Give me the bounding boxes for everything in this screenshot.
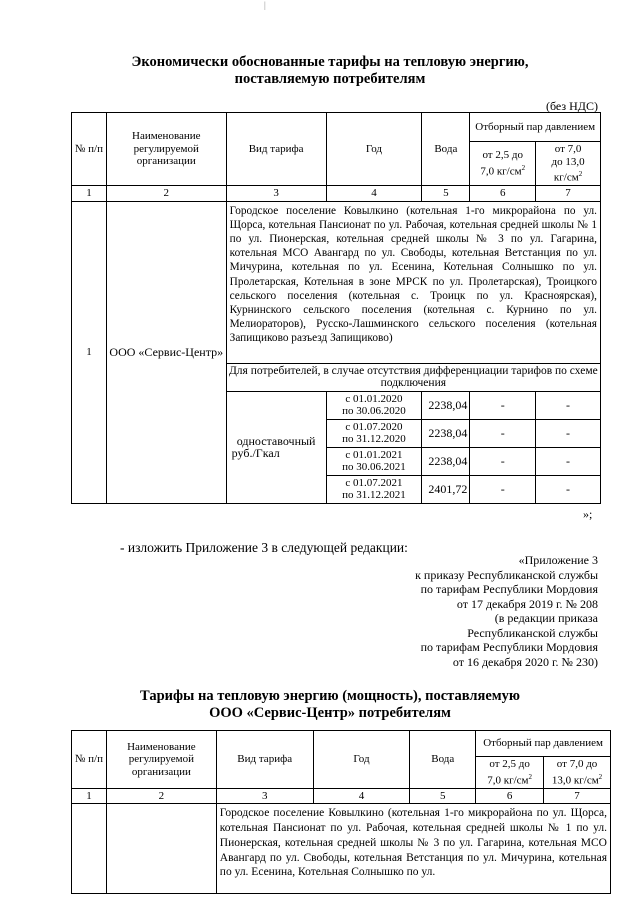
period-cell: [326, 391, 422, 419]
period-from: с 01.07.2020: [345, 420, 403, 433]
header-steam-1-sup: 2: [528, 772, 533, 781]
period-to: по 30.06.2021: [342, 461, 406, 474]
header-steam-1-line2: [478, 771, 541, 787]
header-steam-2-sup: 2: [598, 772, 603, 781]
tariff-type-line1: одноставочный: [236, 433, 316, 448]
header-steam-2-line1: от 7,0: [554, 143, 582, 155]
col-number: 3: [226, 186, 326, 202]
header-steam-1: [476, 757, 544, 789]
header-num: № п/п: [72, 731, 107, 789]
table1-title-line2: поставляемую потребителям: [234, 71, 426, 87]
col-number: 2: [106, 186, 226, 202]
water-value: 2238,04: [422, 391, 470, 419]
steam2-value: -: [536, 475, 601, 503]
tariff-table-1: [71, 112, 601, 504]
steam1-value: -: [470, 447, 536, 475]
steam2-value: -: [536, 447, 601, 475]
header-steam-2: [544, 757, 611, 789]
header-steam-1-sup: 2: [521, 163, 526, 172]
tariff-type: [226, 391, 326, 503]
table1-title: [60, 54, 600, 88]
period-from: с 01.01.2020: [345, 392, 403, 405]
header-steam-2-line2: до 13,0: [551, 155, 585, 168]
header-steam: Отборный пар давлением: [470, 113, 601, 142]
table2-title-line2: ООО «Сервис-Центр» потребителям: [209, 705, 451, 721]
header-steam-1-unit: 7,0 кг/см: [480, 165, 522, 178]
water-value: 2238,04: [422, 447, 470, 475]
boiler-description: Городское поселение Ковылкино (котельная 1-го микрорайона по ул. Щорса, котельная Пансионат по ул. Рабочая, котельная средней школы № 1 по ул. Пионерская, котельная средней школы № 3 по ул. Гагарина, котельная МСО Авангард по ул. Свободы, котельная Ветстанция по ул. Мичурина, котельная по ул. Есенина, Котельная Солнышко по ул.: [216, 804, 610, 894]
header-steam-2-line3: [538, 168, 598, 184]
appendix-line: от 16 декабря 2020 г. № 230): [452, 654, 598, 669]
col-number: 1: [72, 788, 107, 804]
vat-note: (без НДС): [545, 99, 598, 113]
appendix-line: от 17 декабря 2019 г. № 208: [456, 596, 598, 611]
header-year: Год: [313, 731, 410, 789]
header-tariff: Вид тарифа: [226, 113, 326, 186]
appendix-line: «Приложение 3: [518, 553, 598, 567]
col-number: 2: [106, 788, 216, 804]
period-to: по 31.12.2020: [342, 433, 406, 446]
period-to: по 31.12.2021: [342, 489, 406, 502]
period-cell: [326, 447, 422, 475]
header-steam-2: [536, 142, 601, 186]
header-tariff: Вид тарифа: [216, 731, 313, 789]
header-water: Вода: [410, 731, 476, 789]
col-number: 1: [72, 186, 107, 202]
header-steam-2-line1: от 7,0 до: [556, 758, 598, 770]
header-steam-1: [470, 142, 536, 186]
header-steam-2-sup: 2: [578, 170, 583, 178]
appendix-line: по тарифам Республики Мордовия: [420, 640, 598, 654]
col-number: 4: [313, 788, 410, 804]
tariff-type-line2: руб./Гкал: [231, 446, 280, 461]
col-number: 7: [544, 788, 611, 804]
edit-instruction: - изложить Приложение 3 в следующей редакции:: [120, 540, 408, 555]
header-year: Год: [326, 113, 422, 186]
col-number: 6: [476, 788, 544, 804]
header-steam-2-line2: [546, 771, 608, 787]
header-steam-1-line1: от 2,5 до: [489, 758, 530, 770]
organization-name: [106, 804, 216, 894]
period-from: с 01.07.2021: [345, 476, 403, 489]
appendix-line: по тарифам Республики Мордовия: [420, 582, 598, 596]
steam1-value: -: [470, 391, 536, 419]
header-org: Наименование регулируемой организации: [106, 113, 226, 186]
steam1-value: -: [470, 475, 536, 503]
table2-title: [60, 688, 600, 722]
header-org: Наименование регулируемой организации: [106, 731, 216, 789]
tariff-table-2: [71, 730, 611, 894]
header-steam-1-line1: от 2,5 до: [482, 149, 523, 162]
header-water: Вода: [422, 113, 470, 186]
period-to: по 30.06.2020: [342, 405, 406, 418]
steam2-value: -: [536, 419, 601, 447]
period-from: с 01.01.2021: [345, 448, 403, 461]
header-steam: Отборный пар давлением: [476, 731, 611, 757]
header-steam-2-unit: 13,0 кг/см: [551, 774, 599, 787]
table1-title-line1: Экономически обоснованные тарифы на тепловую энергию,: [131, 54, 529, 70]
scan-mark: |: [264, 0, 266, 10]
closing-quote: »;: [583, 507, 593, 521]
water-value: 2238,04: [422, 419, 470, 447]
steam2-value: -: [536, 391, 601, 419]
period-cell: [326, 475, 422, 503]
row-number: [72, 804, 107, 894]
steam1-value: -: [470, 419, 536, 447]
col-number: 5: [410, 788, 476, 804]
table2-title-line1: Тарифы на тепловую энергию (мощность), поставляемую: [140, 688, 520, 704]
period-cell: [326, 419, 422, 447]
header-num: № п/п: [72, 113, 107, 186]
appendix-block: [330, 553, 598, 669]
row-number: 1: [72, 201, 107, 503]
appendix-line: Республиканской службы: [467, 625, 598, 640]
col-number: 4: [326, 186, 422, 202]
header-steam-2-unit: кг/см: [553, 171, 579, 184]
col-number: 7: [536, 186, 601, 202]
consumers-note: Для потребителей, в случае отсутствия дифференциации тарифов по схеме подключения: [226, 363, 600, 391]
col-number: 6: [470, 186, 536, 202]
header-steam-1-unit: 7,0 кг/см: [487, 774, 529, 787]
col-number: 3: [216, 788, 313, 804]
header-steam-1-line2: [472, 162, 533, 178]
water-value: 2401,72: [422, 475, 470, 503]
appendix-line: (в редакции приказа: [494, 611, 598, 625]
appendix-line: к приказу Республиканской службы: [415, 567, 598, 582]
organization-name: ООО «Сервис-Центр»: [106, 201, 226, 503]
boiler-description: Городское поселение Ковылкино (котельная 1-го микрорайона по ул. Щорса, котельная Пансионат по ул. Рабочая, котельная средней школы № 1 по ул. Пионерская, котельная средней школы № 3 по ул. Гагарина, котельная МСО Авангард по ул. Свободы, котельная Ветстанция по ул. Мичурина, котельная по ул. Есенина, Котельная Солнышко по ул. Пролетарская, Котельная в зоне МРСК по ул. Пролетарская), Троицкого сельского поселения (котельная с. Троицк по ул. Красноярская), Курнинского сельского поселения (котельная с. Курнино по ул. Мелиораторов), Русско-Лашминского сельского поселения (котельная Запищиково разъезд Запищиково): [226, 201, 600, 363]
col-number: 5: [422, 186, 470, 202]
